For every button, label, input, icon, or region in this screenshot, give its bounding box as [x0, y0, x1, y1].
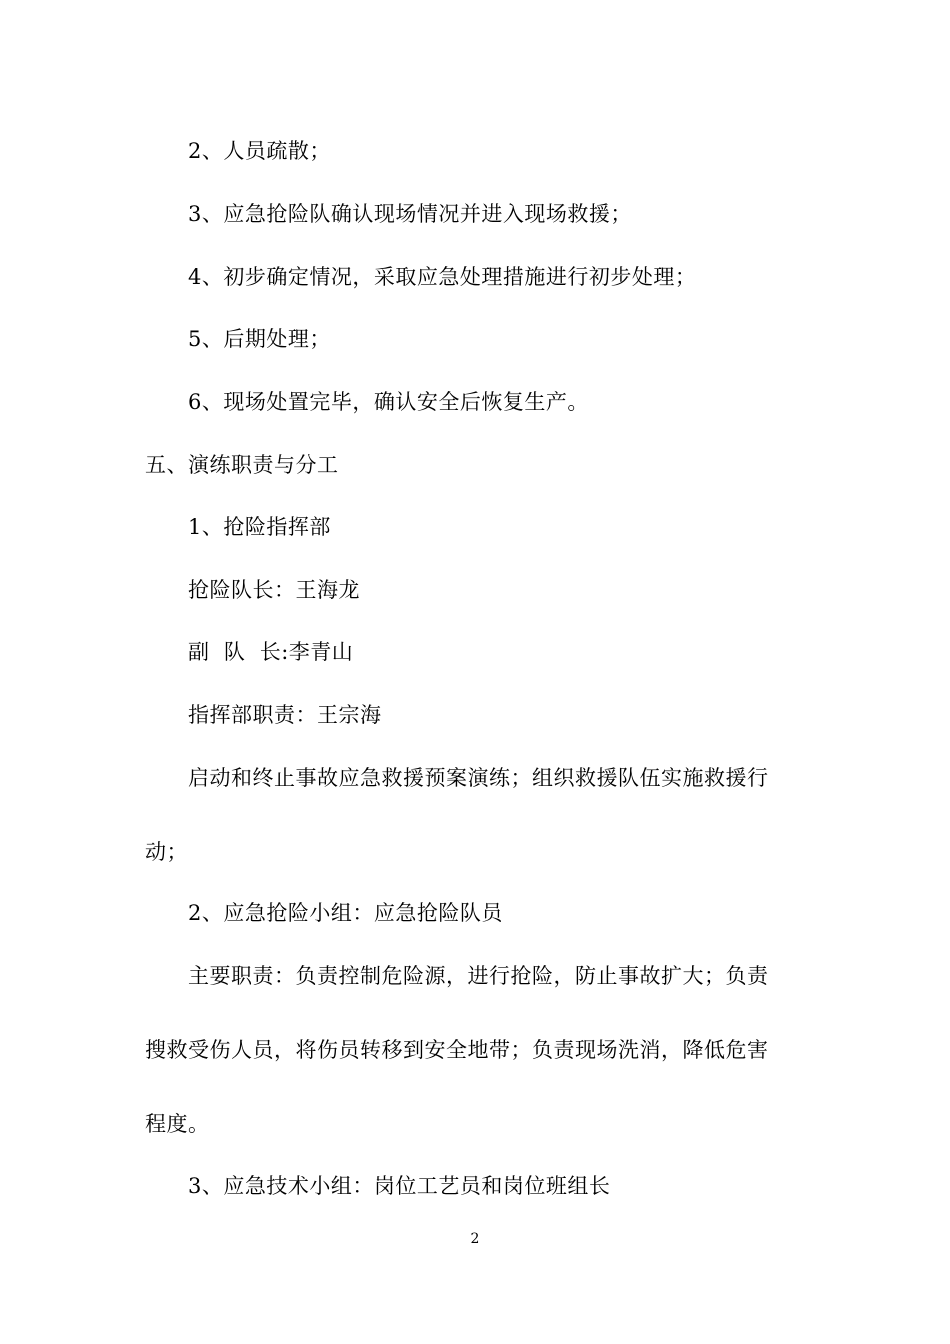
paragraph-line: 搜救受伤人员，将伤员转移到安全地带；负责现场洗消，降低危害 [145, 1038, 769, 1062]
paragraph-line: 程度。 [145, 1112, 210, 1136]
subsection-heading: 1、抢险指挥部 [188, 515, 331, 539]
list-item: 3、应急抢险队确认现场情况并进入现场救援； [188, 202, 632, 226]
team-leader-line: 抢险队长：王海龙 [188, 578, 360, 602]
list-item: 4、初步确定情况，采取应急处理措施进行初步处理； [188, 265, 697, 289]
list-item: 6、现场处置完毕，确认安全后恢复生产。 [188, 390, 589, 414]
section-heading: 五、演练职责与分工 [145, 453, 339, 477]
subsection-heading: 2、应急抢险小组：应急抢险队员 [188, 901, 503, 925]
page-number: 2 [470, 1231, 480, 1247]
subsection-heading: 3、应急技术小组：岗位工艺员和岗位班组长 [188, 1174, 611, 1198]
command-duty-line: 指挥部职责：王宗海 [188, 703, 382, 727]
paragraph-line: 动； [145, 840, 188, 864]
paragraph-line: 主要职责：负责控制危险源，进行抢险，防止事故扩大；负责 [188, 964, 769, 988]
list-item: 5、后期处理； [188, 327, 331, 351]
paragraph-line: 启动和终止事故应急救援预案演练；组织救援队伍实施救援行 [188, 766, 769, 790]
deputy-leader-line: 副 队 长:李青山 [188, 640, 354, 664]
list-item: 2、人员疏散； [188, 139, 331, 163]
